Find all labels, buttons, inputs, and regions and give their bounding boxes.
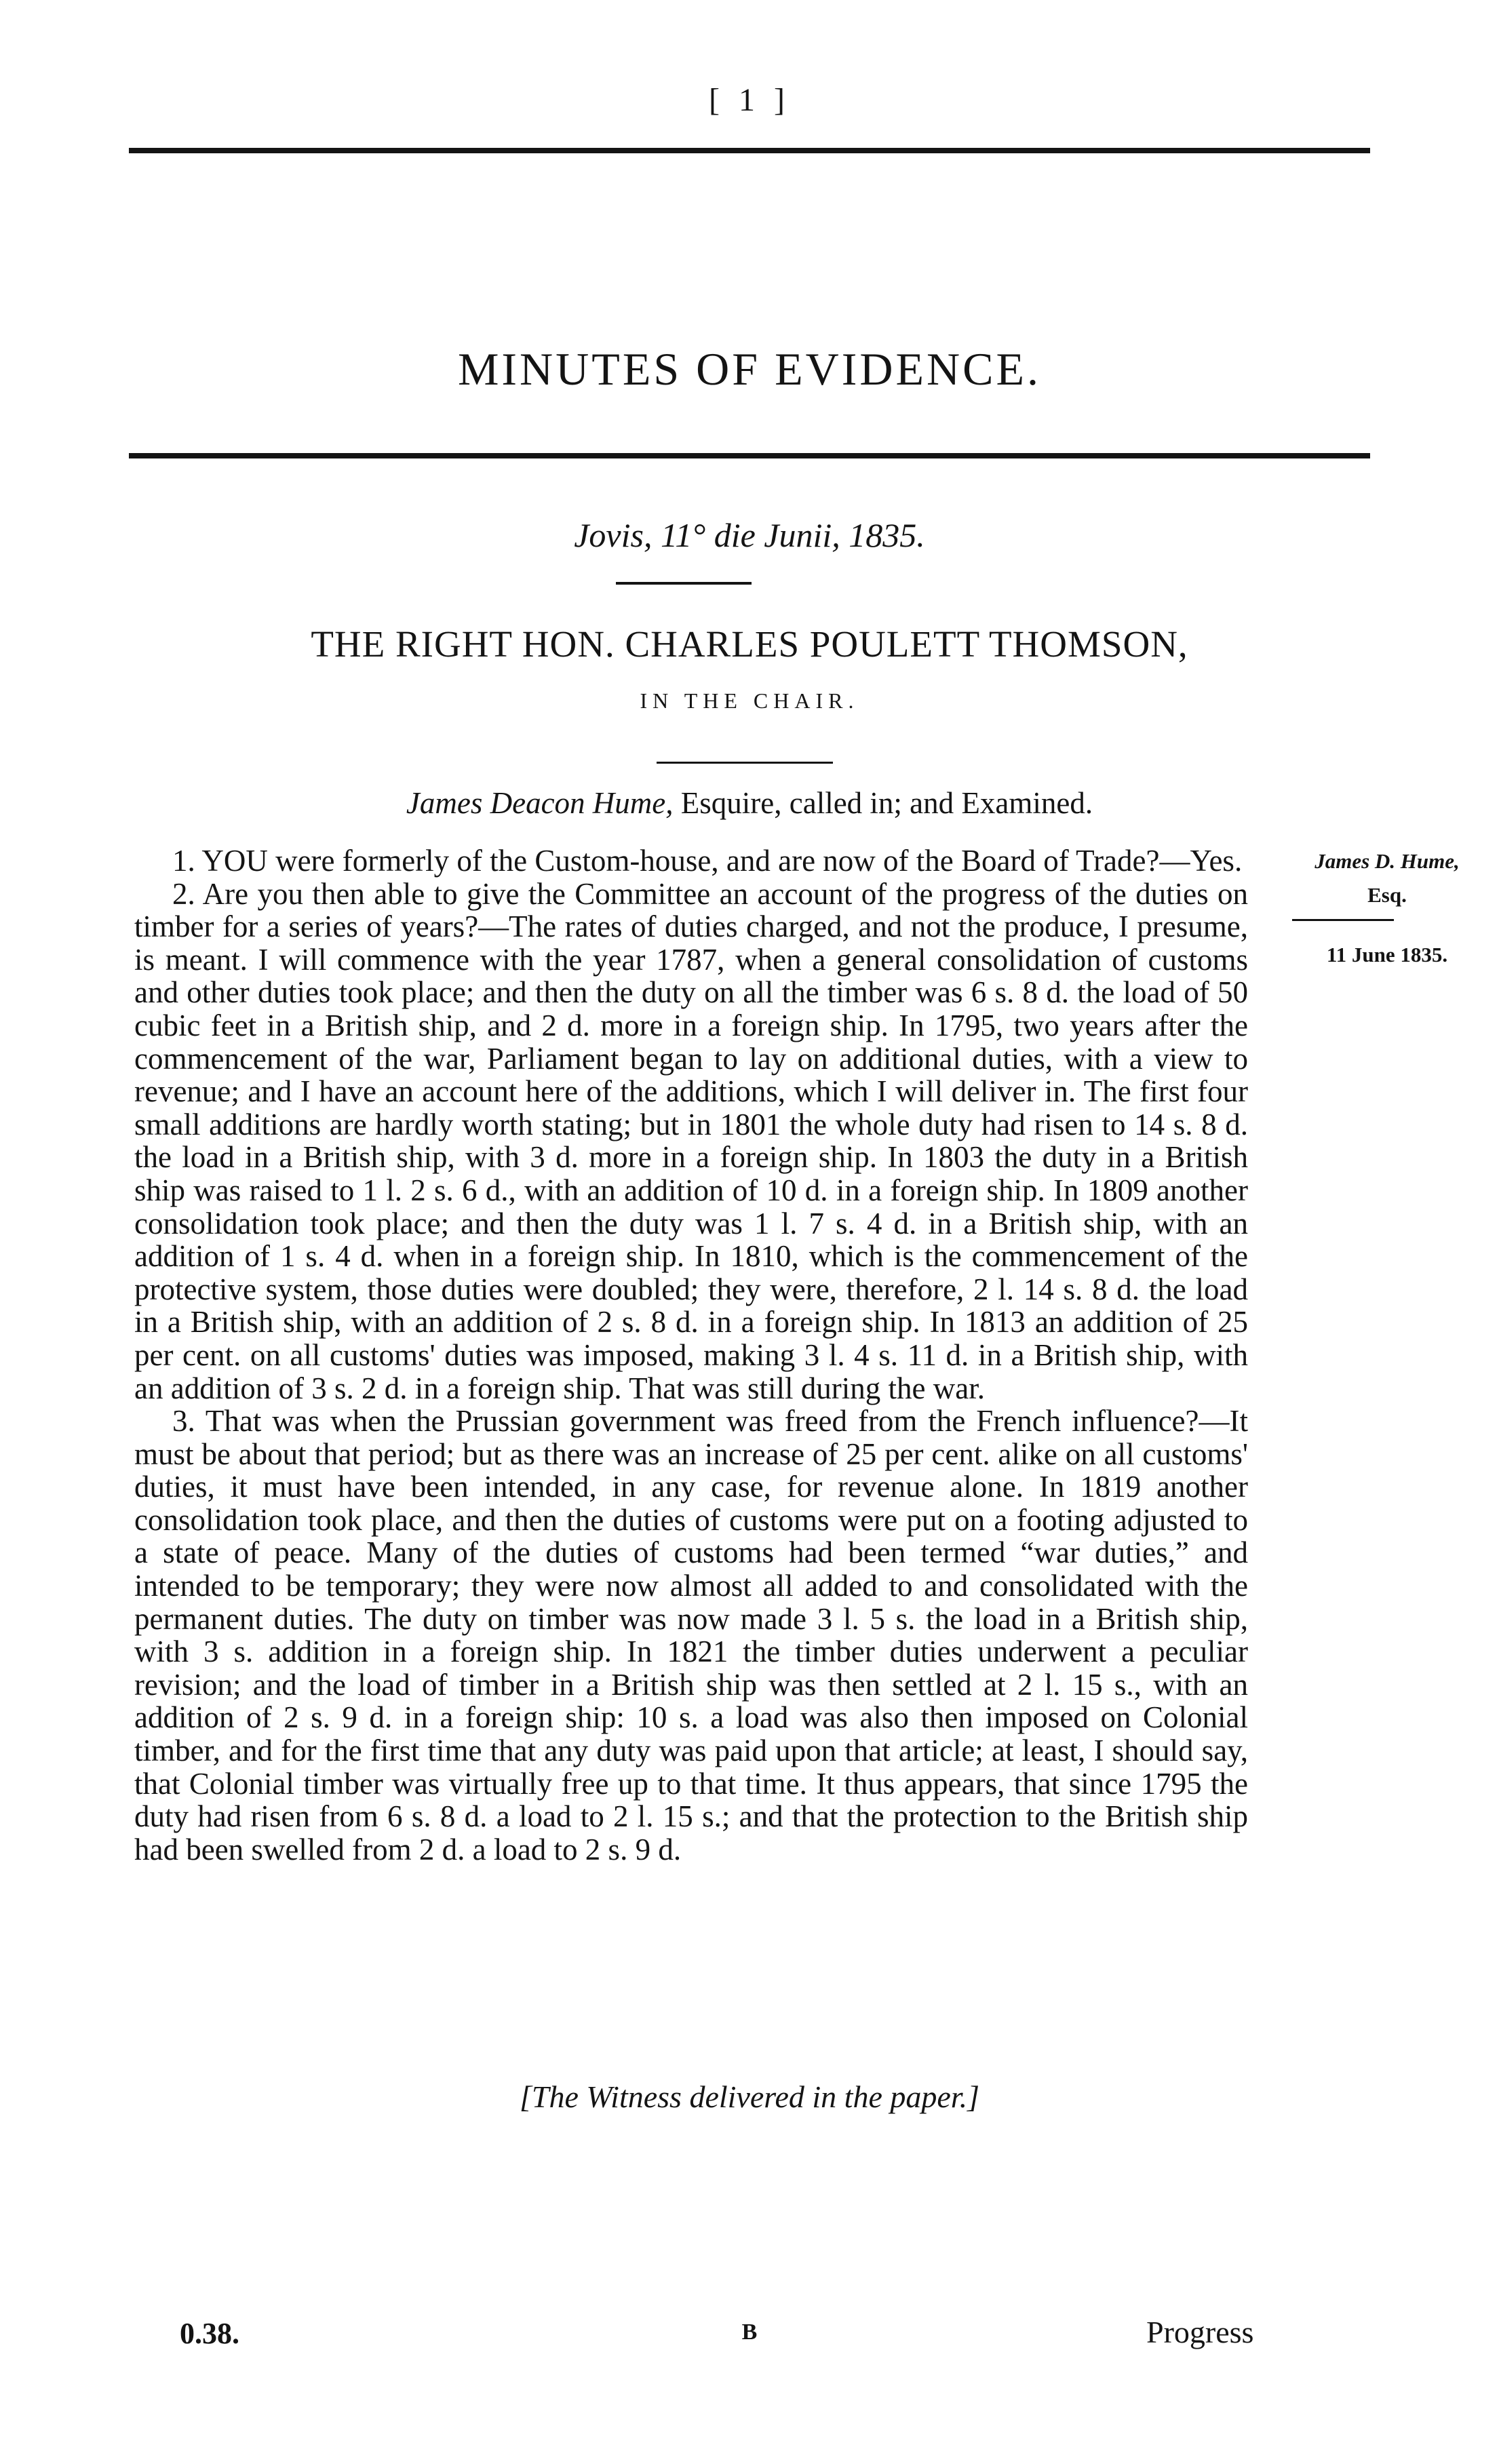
margin-rule bbox=[1292, 919, 1394, 921]
in-chair-label: IN THE CHAIR. bbox=[640, 688, 859, 713]
signature-mark: B bbox=[741, 2320, 758, 2345]
chairman-name: THE RIGHT HON. CHARLES POULETT THOMSON, bbox=[311, 623, 1188, 665]
sitting-date: Jovis, 11° die Junii, 1835. bbox=[574, 516, 925, 554]
page-number: [ 1 ] bbox=[709, 82, 790, 118]
witness-name: James Deacon Hume, bbox=[406, 786, 674, 820]
witness-called: Esquire, called in; and Examined. bbox=[673, 786, 1093, 820]
top-rule bbox=[129, 148, 1370, 153]
document-title: MINUTES OF EVIDENCE. bbox=[457, 343, 1042, 395]
catchword: Progress bbox=[1146, 2315, 1254, 2349]
witness-note: [The Witness delivered in the paper.] bbox=[520, 2079, 979, 2114]
margin-witness-name: James D. Hume, bbox=[1315, 849, 1460, 873]
paper-reference: 0.38. bbox=[180, 2317, 239, 2350]
margin-date: 11 June 1835. bbox=[1326, 943, 1448, 966]
evidence-paragraph-3: 3. That was when the Prussian government was freed from the French influence?—It must be about that period; but as there was an increase of 25 per cent. alike on all customs' duties, it must have been intended, in any case, for revenue alone. In 1819 another consolidation took place, and then the duties of customs were put on a footing adjusted to a state of peace. Many of the duties of customs had been termed “war duties,” and intended to be temporary; they were now almost all added to and consolidated with the permanent duties. The duty on timber was now made 3 l. 5 s. the load in a British ship, with 3 s. addition in a foreign ship. In 1821 the timber duties underwent a peculiar revision; and the load of timber in a British ship was then settled at 2 l. 15 s., with an addition of 2 s. 9 d. in a foreign ship: 10 s. a load was also then imposed on Colonial timber, and for the first time that any duty was paid upon that article; at least, I should say, that Colonial timber was virtually free up to that time. It thus appears, that since 1795 the duty had risen from 6 s. 8 d. a load to 2 l. 15 s.; and that the protection to the British ship had been swelled from 2 d. a load to 2 s. 9 d. bbox=[134, 1404, 1248, 1866]
title-rule bbox=[129, 453, 1370, 458]
evidence-body bbox=[134, 844, 1248, 1866]
evidence-paragraph-2: 2. Are you then able to give the Committee an account of the progress of the duties on timber for a series of years?—The rates of duties charged, and not the produce, I presume, is meant. I will commence with the year 1787, when a general consolidation of customs and other duties took place; and then the duty on all the timber was 6 s. 8 d. the load of 50 cubic feet in a British ship, and 2 d. more in a foreign ship. In 1795, two years after the commencement of the war, Parliament began to lay on additional duties, with a view to revenue; and I have an account here of the additions, which I will deliver in. The first four small additions are hardly worth stating; but in 1801 the whole duty had risen to 14 s. 8 d. the load in a British ship, with 3 d. more in a foreign ship. In 1803 the duty in a British ship was raised to 1 l. 2 s. 6 d., with an addition of 10 d. in a foreign ship. In 1809 another consolidation took place; and then the duty was 1 l. 7 s. 4 d. in a British ship, with an addition of 1 s. 4 d. when in a foreign ship. In 1810, which is the commencement of the protective system, those duties were doubled; they were, therefore, 2 l. 14 s. 8 d. the load in a British ship, with an addition of 2 s. 8 d. in a foreign ship. In 1813 an addition of 25 per cent. on all customs' duties was imposed, making 3 l. 4 s. 11 d. in a British ship, with an addition of 3 s. 2 d. in a foreign ship. That was still during the war. bbox=[134, 876, 1248, 1405]
evidence-paragraph-1: 1. YOU were formerly of the Custom-house, and are now of the Board of Trade?—Yes. bbox=[172, 844, 1243, 878]
margin-esq: Esq. bbox=[1367, 883, 1407, 907]
date-rule bbox=[616, 582, 752, 585]
chair-rule bbox=[657, 762, 833, 764]
witness-line bbox=[0, 785, 1499, 821]
